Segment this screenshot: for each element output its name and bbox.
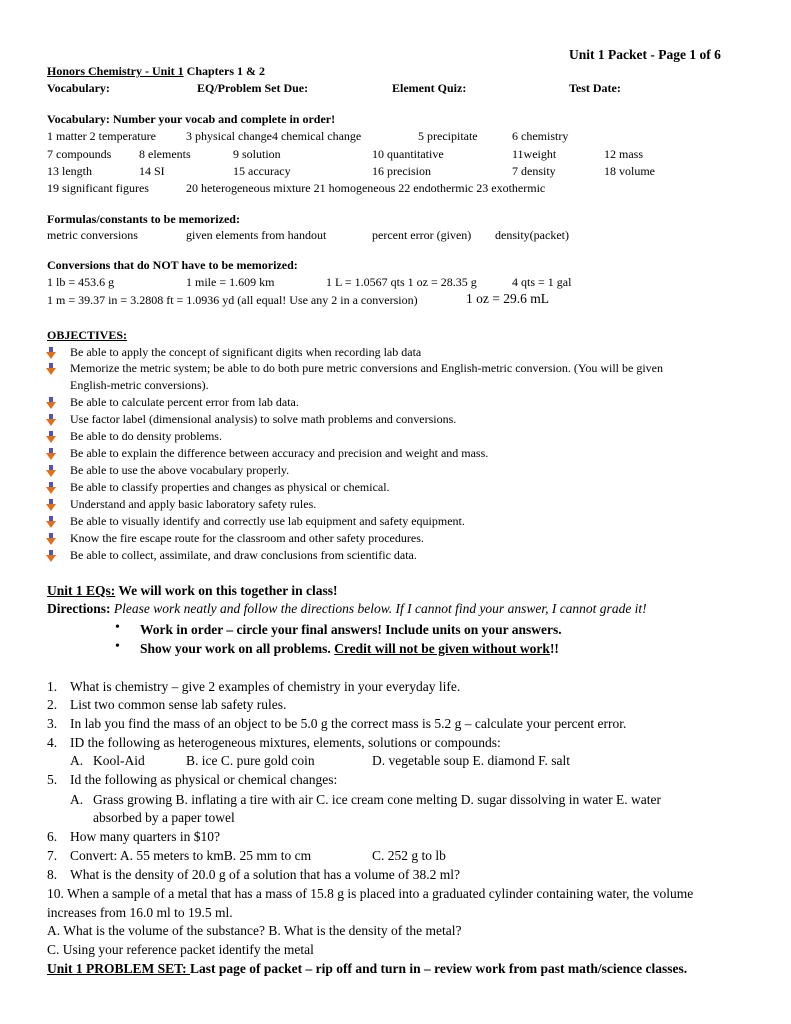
question-text: ID the following as heterogeneous mixtures, elements, solutions or compounds:	[70, 735, 501, 750]
vocab-item: 15 accuracy	[233, 164, 291, 178]
bullet-dot-icon: •	[115, 620, 120, 635]
course-title-rest: Chapters 1 & 2	[183, 64, 265, 78]
course-title	[47, 65, 265, 77]
question-text: In lab you find the mass of an object to be 5.0 g the correct mass is 5.2 g – calculate your percent error.	[70, 716, 627, 731]
arrow-down-bullet-icon	[46, 414, 56, 426]
question-number: 7.	[47, 848, 58, 863]
bullet-dot-icon: •	[115, 639, 120, 654]
due-eq-ps: EQ/Problem Set Due:	[197, 81, 309, 95]
course-title-underlined: Honors Chemistry - Unit 1	[47, 64, 184, 78]
bullet-text-end: !!	[549, 641, 559, 656]
formula-item: given elements from handout	[186, 228, 327, 242]
formula-item: percent error (given)	[372, 228, 472, 242]
vocab-item: 18 volume	[604, 164, 655, 178]
problem-set-label: Unit 1 PROBLEM SET:	[47, 961, 191, 976]
vocab-item: 13 length	[47, 164, 92, 178]
arrow-down-bullet-icon	[46, 516, 56, 528]
question-text: How many quarters in $10?	[70, 829, 220, 844]
eqs-heading-rest: We will work on this together in class!	[115, 583, 338, 598]
question-number: 6.	[47, 829, 58, 844]
arrow-down-bullet-icon	[46, 465, 56, 477]
question-text: D. vegetable soup E. diamond F. salt	[372, 753, 571, 768]
vocab-item: 6 chemistry	[512, 129, 569, 143]
vocab-item: 7 compounds	[47, 147, 112, 161]
conversion-item: 1 mile = 1.609 km	[186, 275, 275, 289]
page-header: Unit 1 Packet - Page 1 of 6	[569, 47, 721, 62]
question-text: What is the density of 20.0 g of a solution that has a volume of 38.2 ml?	[70, 867, 460, 882]
question-number: 5.	[47, 772, 58, 787]
question-text: Kool-Aid	[93, 753, 145, 768]
question-number: 2.	[47, 697, 58, 712]
bullet-text: Show your work on all problems.	[140, 641, 335, 656]
question-text: List two common sense lab safety rules.	[70, 697, 287, 712]
objective-item: Be able to classify properties and changes as physical or chemical.	[70, 480, 390, 494]
arrow-down-bullet-icon	[46, 482, 56, 494]
conversion-item: 4 qts = 1 gal	[512, 275, 572, 289]
vocab-item: 3 physical change4 chemical change	[186, 129, 362, 143]
due-element-quiz: Element Quiz:	[392, 81, 467, 95]
question-text: C. 252 g to lb	[372, 848, 446, 863]
arrow-down-bullet-icon	[46, 397, 56, 409]
eqs-heading-underlined: Unit 1 EQs:	[47, 583, 116, 598]
directions-label: Directions:	[47, 601, 111, 616]
objective-item: Be able to collect, assimilate, and draw conclusions from scientific data.	[70, 548, 417, 562]
vocab-item: 19 significant figures	[47, 181, 149, 195]
objective-item: Be able to apply the concept of significant digits when recording lab data	[70, 345, 422, 359]
formula-item: density(packet)	[495, 228, 569, 242]
question-number: 4.	[47, 735, 58, 750]
arrow-down-bullet-icon	[46, 431, 56, 443]
due-vocabulary: Vocabulary:	[47, 81, 110, 95]
objective-item: Be able to calculate percent error from lab data.	[70, 395, 299, 409]
question-number: 3.	[47, 716, 58, 731]
question-text: Id the following as physical or chemical changes:	[70, 772, 338, 787]
objective-item: Understand and apply basic laboratory safety rules.	[70, 497, 317, 511]
conversion-item: 1 L = 1.0567 qts 1 oz = 28.35 g	[326, 275, 477, 289]
question-number: 1.	[47, 679, 58, 694]
conversion-line: 1 m = 39.37 in = 3.2808 ft = 1.0936 yd (all equal! Use any 2 in a conversion)	[47, 293, 418, 307]
vocab-item: 8 elements	[139, 147, 191, 161]
vocab-item: 12 mass	[604, 147, 643, 161]
vocab-item: 16 precision	[372, 164, 431, 178]
vocab-item: 9 solution	[233, 147, 281, 161]
problem-set-note	[47, 962, 687, 976]
question-subletter: A.	[70, 753, 84, 768]
vocab-item: 10 quantitative	[372, 147, 444, 161]
question-subletter: A.	[70, 792, 84, 807]
conversions-heading: Conversions that do NOT have to be memorized:	[47, 258, 298, 272]
conversion-oz-ml: 1 oz = 29.6 mL	[466, 291, 549, 306]
arrow-down-bullet-icon	[46, 533, 56, 545]
vocab-item: 11weight	[512, 147, 557, 161]
arrow-down-bullet-icon	[46, 499, 56, 511]
objective-item: Be able to use the above vocabulary properly.	[70, 463, 290, 477]
arrow-down-bullet-icon	[46, 448, 56, 460]
vocab-item: 14 SI	[139, 164, 165, 178]
objective-item: Be able to do density problems.	[70, 429, 222, 443]
vocab-item: 1 matter 2 temperature	[47, 129, 156, 143]
directions-text: Please work neatly and follow the directions below. If I cannot find your answer, I cannot grade it!	[110, 601, 647, 616]
formulas-heading: Formulas/constants to be memorized:	[47, 212, 240, 226]
directions-bullet: Work in order – circle your final answers! Include units on your answers.	[140, 622, 562, 637]
arrow-down-bullet-icon	[46, 550, 56, 562]
question-text: What is chemistry – give 2 examples of chemistry in your everyday life.	[70, 679, 461, 694]
question-10-line4: C. Using your reference packet identify the metal	[47, 942, 314, 957]
eqs-heading	[47, 584, 338, 598]
arrow-down-bullet-icon	[46, 363, 56, 375]
objective-item: English-metric conversions).	[70, 378, 209, 392]
bullet-text-underlined: Credit will not be given without work	[334, 641, 550, 656]
question-text: absorbed by a paper towel	[93, 810, 235, 825]
question-text: Convert: A. 55 meters to kmB. 25 mm to cm	[70, 848, 312, 863]
objectives-heading: OBJECTIVES:	[47, 328, 128, 342]
conversion-item: 1 lb = 453.6 g	[47, 275, 115, 289]
problem-set-text: Last page of packet – rip off and turn in – review work from past math/science classes.	[190, 961, 688, 976]
objective-item: Memorize the metric system; be able to do both pure metric conversions and English-metric conversion. (You will be given	[70, 361, 663, 375]
objective-item: Use factor label (dimensional analysis) to solve math problems and conversions.	[70, 412, 457, 426]
vocab-item: 20 heterogeneous mixture 21 homogeneous 22 endothermic 23 exothermic	[186, 181, 546, 195]
objective-item: Know the fire escape route for the classroom and other safety procedures.	[70, 531, 424, 545]
vocab-item: 5 precipitate	[418, 129, 478, 143]
directions	[47, 602, 647, 616]
arrow-down-bullet-icon	[46, 347, 56, 359]
question-10-line1: 10. When a sample of a metal that has a mass of 15.8 g is placed into a graduated cylinder containing water, the volume	[47, 886, 694, 901]
directions-bullet	[140, 642, 559, 656]
formula-item: metric conversions	[47, 228, 138, 242]
question-text: Grass growing B. inflating a tire with air C. ice cream cone melting D. sugar dissolving in water E. water	[93, 792, 661, 807]
due-test-date: Test Date:	[569, 81, 621, 95]
objective-item: Be able to visually identify and correctly use lab equipment and safety equipment.	[70, 514, 465, 528]
question-10-line2: increases from 16.0 ml to 19.5 ml.	[47, 905, 233, 920]
question-text: B. ice C. pure gold coin	[186, 753, 315, 768]
vocab-heading: Vocabulary: Number your vocab and complete in order!	[47, 112, 336, 126]
question-number: 8.	[47, 867, 58, 882]
vocab-item: 7 density	[512, 164, 556, 178]
objective-item: Be able to explain the difference between accuracy and precision and weight and mass.	[70, 446, 489, 460]
question-10-line3: A. What is the volume of the substance? B. What is the density of the metal?	[47, 923, 462, 938]
